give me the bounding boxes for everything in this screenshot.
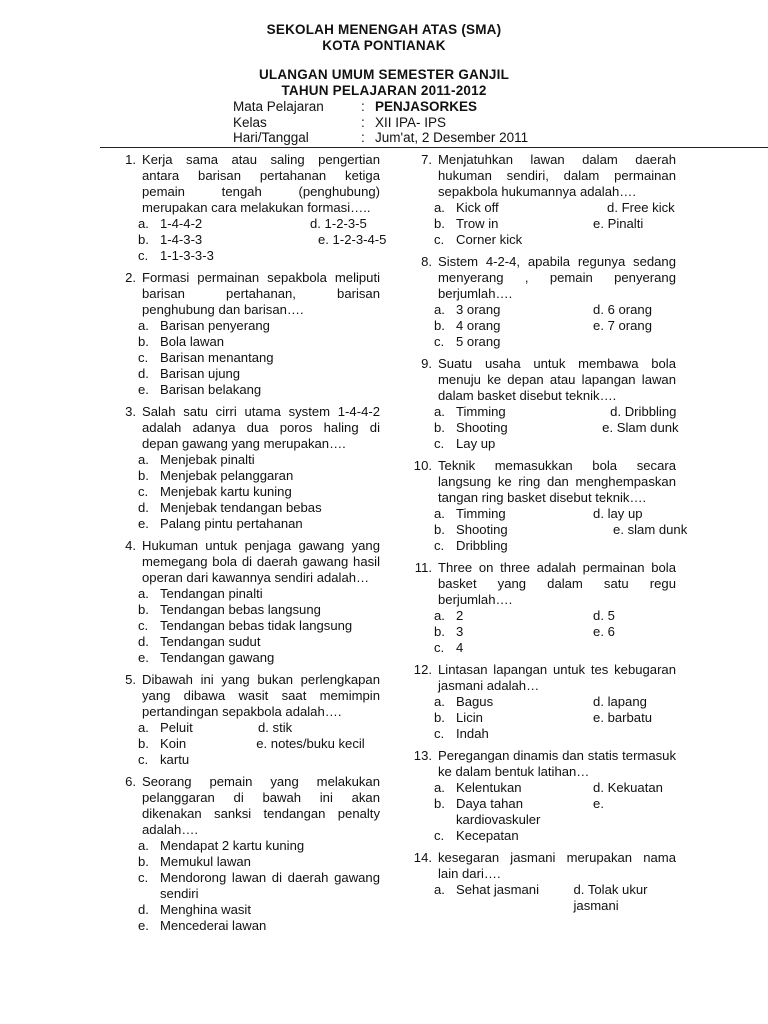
option-letter: a. — [138, 720, 149, 735]
option-d: d. Kekuatan — [593, 780, 663, 795]
question-text: Formasi permainan sepakbola meliputi barisan pertahanan, barisan penghubung dan barisan…. — [142, 270, 380, 317]
option-b: 4 orang — [456, 318, 501, 333]
option-letter: a. — [138, 318, 149, 333]
date-row — [233, 130, 528, 146]
option-row — [408, 624, 676, 640]
option-b: 1-4-3-3 — [160, 232, 203, 247]
option-letter: e. — [138, 382, 149, 397]
option-letter: c. — [434, 828, 445, 843]
question-text: Sistem 4-2-4, apabila regunya sedang menyerang , pemain penyerang berjumlah…. — [438, 254, 676, 301]
question-text: kesegaran jasmani merupakan nama lain dari…. — [438, 850, 676, 881]
option-b: Menjebak pelanggaran — [160, 468, 294, 483]
option-letter: c. — [138, 870, 149, 885]
option-letter: b. — [434, 216, 445, 231]
header-divider — [100, 147, 768, 148]
option-letter: a. — [434, 780, 445, 795]
question-text: Hukuman untuk penjaga gawang yang memegang bola di daerah gawang hasil operan dari kawannya sendiri adalah… — [142, 538, 380, 585]
option-c: Mendorong lawan di daerah gawang sendiri — [160, 870, 380, 901]
option-letter: e. — [138, 918, 149, 933]
question-number: 11. — [414, 560, 432, 575]
option-a: Mendapat 2 kartu kuning — [160, 838, 305, 853]
question-text: Peregangan dinamis dan statis termasuk ke dalam bentuk latihan… — [438, 748, 676, 779]
option-row — [408, 506, 676, 522]
option-letter: c. — [434, 436, 445, 451]
option-letter: c. — [138, 618, 149, 633]
option-letter: d. — [138, 500, 149, 515]
option-c: Tendangan bebas tidak langsung — [160, 618, 353, 633]
option-row — [408, 200, 676, 216]
question-5 — [112, 672, 380, 768]
exam-info — [233, 99, 528, 146]
option-letter: b. — [434, 522, 445, 537]
option-b: 3 — [456, 624, 464, 639]
option-letter: b. — [138, 232, 149, 247]
question-11 — [408, 560, 676, 656]
question-10 — [408, 458, 688, 554]
question-text: Three on three adalah permainan bola basket yang dalam satu regu berjumlah…. — [438, 560, 676, 607]
option-letter: c. — [434, 726, 445, 741]
option-letter: a. — [434, 302, 445, 317]
option-letter: c. — [434, 640, 445, 655]
option-b: Licin — [456, 710, 483, 725]
question-number: 1. — [125, 152, 136, 167]
question-8 — [408, 254, 676, 350]
option-a: Bagus — [456, 694, 494, 709]
class-row — [233, 115, 528, 131]
option-c: Dribbling — [456, 538, 508, 553]
option-letter: d. — [138, 902, 149, 917]
question-number: 4. — [125, 538, 136, 553]
option-letter: b. — [434, 710, 445, 725]
option-row — [408, 216, 676, 232]
question-text: Kerja sama atau saling pengertian antara barisan pertahanan ketiga pemain tengah (penghubung) merupakan cara melakukan formasi….. — [142, 152, 380, 215]
option-a: Timming — [456, 404, 506, 419]
option-letter: a. — [138, 216, 149, 231]
option-letter: b. — [434, 318, 445, 333]
question-number: 14. — [413, 850, 432, 865]
option-c: Indah — [456, 726, 489, 741]
city-name: KOTA PONTIANAK — [322, 38, 446, 53]
question-number: 10. — [413, 458, 432, 473]
option-d: Menghina wasit — [160, 902, 251, 917]
subject-label: Mata Pelajaran — [233, 99, 324, 114]
option-c: 1-1-3-3-3 — [160, 248, 214, 263]
option-b: Memukul lawan — [160, 854, 251, 869]
option-b: Trow in — [456, 216, 499, 231]
option-d: d. 5 — [593, 608, 615, 623]
option-letter: a. — [434, 694, 445, 709]
option-e: e. 7 orang — [593, 318, 652, 333]
question-number: 6. — [125, 774, 136, 789]
option-row — [408, 404, 676, 420]
option-a: Tendangan pinalti — [160, 586, 263, 601]
option-row — [112, 736, 380, 752]
question-4 — [112, 538, 380, 666]
question-text: Salah satu cirri utama system 1-4-4-2 adalah adanya dua poros haling di depan gawang yang merupakan…. — [142, 404, 380, 451]
option-row — [408, 522, 688, 538]
question-14 — [408, 850, 676, 914]
option-d: d. stik — [258, 720, 293, 735]
option-row — [112, 216, 380, 232]
option-c: Corner kick — [456, 232, 523, 247]
question-3 — [112, 404, 380, 532]
option-letter: b. — [434, 796, 445, 811]
option-c: 4 — [456, 640, 464, 655]
question-1 — [112, 152, 387, 264]
question-text: Menjatuhkan lawan dalam daerah hukuman sendiri, dalam permainan sepakbola hukumannya adalah…. — [438, 152, 676, 199]
option-b: Shooting — [456, 522, 508, 537]
option-e: e. 1-2-3-4-5 — [318, 232, 387, 247]
question-number: 3. — [125, 404, 136, 419]
option-a: Peluit — [160, 720, 193, 735]
question-text: Suatu usaha untuk membawa bola menuju ke depan atau lapangan lawan dalam basket disebut teknik…. — [438, 356, 676, 403]
option-e: e. Pinalti — [593, 216, 644, 231]
option-d: Menjebak tendangan bebas — [160, 500, 322, 515]
option-letter: c. — [138, 350, 149, 365]
option-a: Kelentukan — [456, 780, 522, 795]
option-row — [408, 796, 676, 828]
option-e: Tendangan gawang — [160, 650, 275, 665]
option-e: e. 6 — [593, 624, 615, 639]
colon: : — [361, 130, 365, 145]
exam-title: ULANGAN UMUM SEMESTER GANJIL — [258, 67, 510, 82]
option-row — [408, 608, 676, 624]
question-number: 7. — [421, 152, 432, 167]
option-c: Menjebak kartu kuning — [160, 484, 292, 499]
option-a: Menjebak pinalti — [160, 452, 255, 467]
left-column — [112, 152, 387, 940]
option-c: Barisan menantang — [160, 350, 274, 365]
option-letter: b. — [138, 468, 149, 483]
option-letter: a. — [138, 586, 149, 601]
option-e: e. notes/buku kecil — [256, 736, 365, 751]
option-e: e. slam dunk — [613, 522, 688, 537]
option-e: Barisan belakang — [160, 382, 262, 397]
question-text: Dibawah ini yang bukan perlengkapan yang dibawa wasit saat memimpin pertandingan sepakbola adalah…. — [142, 672, 380, 719]
school-name: SEKOLAH MENENGAH ATAS (SMA) — [266, 22, 502, 37]
option-a: Kick off — [456, 200, 499, 215]
question-text: Teknik memasukkan bola secara langsung ke ring dan menghempaskan tangan ring basket disebut teknik…. — [438, 458, 676, 505]
question-text: Lintasan lapangan untuk tes kebugaran jasmani adalah… — [438, 662, 676, 693]
option-letter: a. — [434, 882, 445, 897]
question-number: 13. — [413, 748, 432, 763]
question-number: 9. — [421, 356, 432, 371]
option-a: 1-4-4-2 — [160, 216, 203, 231]
option-letter: b. — [434, 420, 445, 435]
option-b: Daya tahan kardiovaskuler — [456, 796, 541, 827]
option-letter: c. — [138, 752, 149, 767]
class-value: XII IPA- IPS — [375, 114, 447, 130]
option-d: Tendangan sudut — [160, 634, 261, 649]
option-d: d. 6 orang — [593, 302, 652, 317]
option-row — [408, 420, 679, 436]
option-b: Bola lawan — [160, 334, 225, 349]
subject-row — [233, 99, 528, 115]
option-e: Palang pintu pertahanan — [160, 516, 303, 531]
option-letter: d. — [138, 366, 149, 381]
option-row — [408, 694, 676, 710]
question-12 — [408, 662, 676, 742]
option-letter: b. — [138, 602, 149, 617]
option-row — [112, 720, 380, 736]
option-c: kartu — [160, 752, 190, 767]
option-row — [408, 302, 676, 318]
option-c: 5 orang — [456, 334, 501, 349]
option-d: d. 1-2-3-5 — [310, 216, 367, 231]
option-letter: a. — [434, 608, 445, 623]
question-number: 5. — [125, 672, 136, 687]
option-letter: c. — [434, 232, 445, 247]
option-d: d. lapang — [593, 694, 647, 709]
option-a: Timming — [456, 506, 506, 521]
option-letter: d. — [138, 634, 149, 649]
date-value: Jum'at, 2 Desember 2011 — [375, 130, 529, 145]
option-b: Koin — [160, 736, 187, 751]
option-e: e. barbatu — [593, 710, 652, 725]
option-letter: b. — [138, 334, 149, 349]
option-c: Kecepatan — [456, 828, 519, 843]
option-a: Sehat jasmani — [456, 882, 539, 897]
option-letter: b. — [138, 736, 149, 751]
question-9 — [408, 356, 679, 452]
option-row — [408, 318, 676, 334]
option-e: Mencederai lawan — [160, 918, 267, 933]
question-2 — [112, 270, 380, 398]
option-row — [408, 780, 676, 796]
question-7 — [408, 152, 676, 248]
option-d: d. lay up — [593, 506, 643, 521]
option-c: Lay up — [456, 436, 496, 451]
option-letter: b. — [138, 854, 149, 869]
question-number: 12. — [413, 662, 432, 677]
option-b: Tendangan bebas langsung — [160, 602, 321, 617]
option-d: d. Dribbling — [610, 404, 677, 419]
option-row — [408, 882, 676, 914]
colon: : — [361, 99, 365, 114]
option-d: Barisan ujung — [160, 366, 241, 381]
option-row — [112, 232, 387, 248]
colon: : — [361, 114, 365, 130]
option-a: Barisan penyerang — [160, 318, 270, 333]
class-label: Kelas — [233, 114, 267, 130]
option-letter: c. — [138, 248, 149, 263]
question-number: 8. — [421, 254, 432, 269]
option-letter: e. — [138, 650, 149, 665]
right-column — [408, 152, 688, 920]
option-d: d. Tolak ukur jasmani — [573, 882, 648, 913]
option-letter: c. — [434, 538, 445, 553]
date-label: Hari/Tanggal — [233, 130, 309, 145]
option-letter: a. — [434, 506, 445, 521]
option-letter: a. — [138, 838, 149, 853]
option-letter: a. — [138, 452, 149, 467]
option-letter: a. — [434, 404, 445, 419]
option-d: d. Free kick — [607, 200, 675, 215]
academic-year: TAHUN PELAJARAN 2011-2012 — [281, 83, 487, 98]
question-6 — [112, 774, 380, 934]
option-letter: a. — [434, 200, 445, 215]
option-letter: e. — [138, 516, 149, 531]
subject-value: PENJASORKES — [375, 99, 478, 114]
option-b: Shooting — [456, 420, 508, 435]
option-e: e. Slam dunk — [602, 420, 679, 435]
option-row — [408, 710, 676, 726]
option-letter: c. — [434, 334, 445, 349]
question-number: 2. — [125, 270, 136, 285]
option-letter: b. — [434, 624, 445, 639]
option-a: 2 — [456, 608, 464, 623]
question-text: Seorang pemain yang melakukan pelanggaran di bawah ini akan dikenakan sanksi tendangan penalty adalah…. — [142, 774, 380, 837]
option-a: 3 orang — [456, 302, 501, 317]
question-13 — [408, 748, 676, 844]
document-header — [0, 22, 768, 99]
option-letter: c. — [138, 484, 149, 499]
option-e: e. — [593, 796, 604, 811]
